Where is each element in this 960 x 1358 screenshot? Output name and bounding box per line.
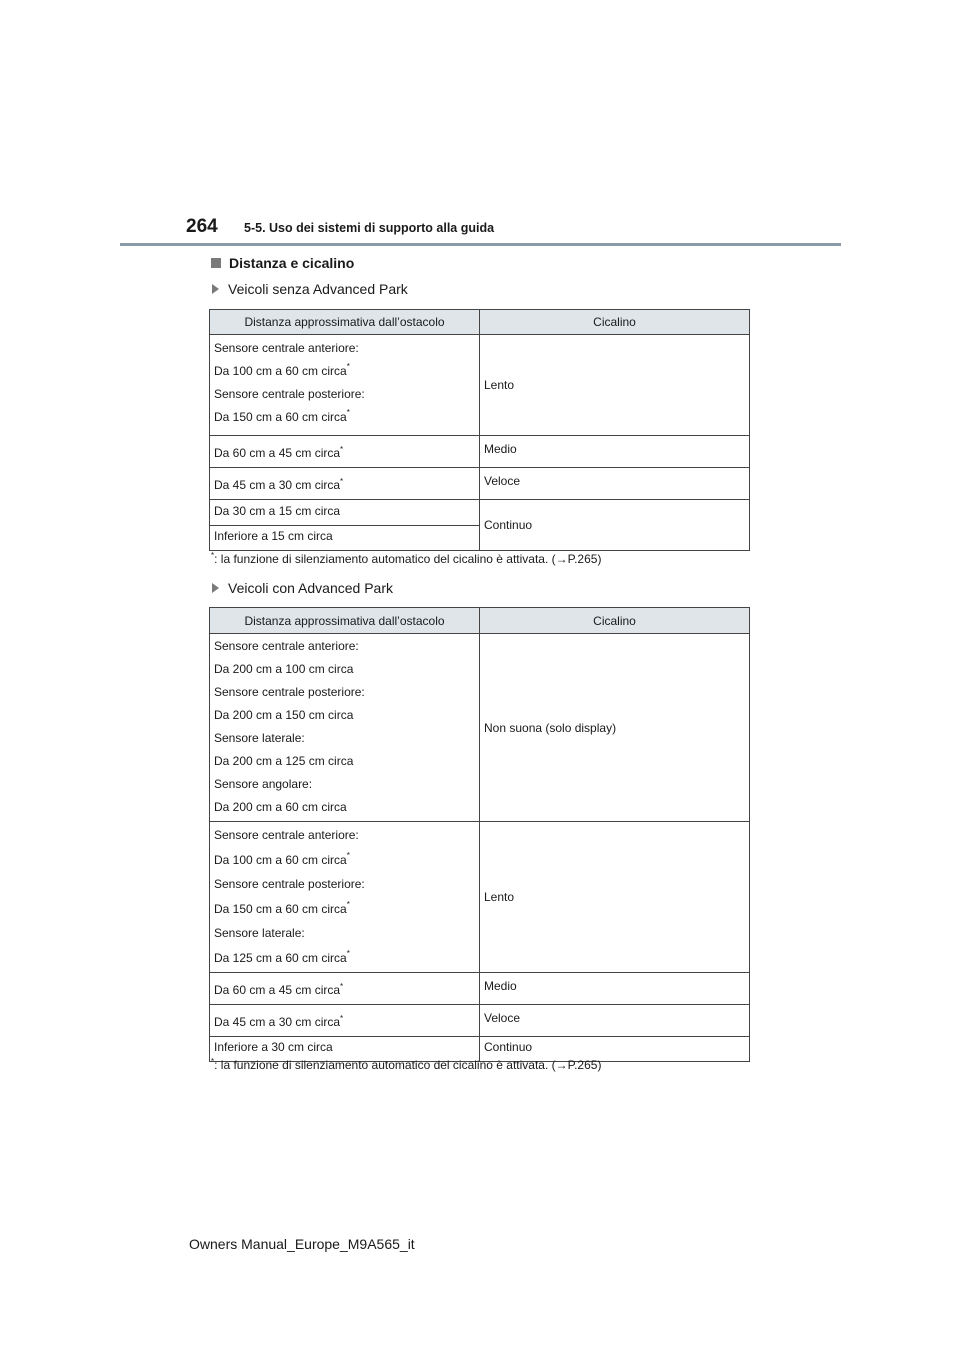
header-rule <box>120 243 841 246</box>
column-header-buzzer: Cicalino <box>480 608 750 634</box>
cell-line: Sensore centrale anteriore: <box>214 828 359 842</box>
cell-line: Sensore laterale: <box>214 926 305 940</box>
buzzer-cell: Lento <box>480 822 750 973</box>
cell-line: Da 150 cm a 60 cm circa* <box>214 408 350 424</box>
distance-cell <box>210 335 480 436</box>
cell-line: Da 200 cm a 125 cm circa <box>214 754 354 768</box>
subheading-with-advanced-park <box>212 580 393 596</box>
table-with-advanced-park <box>209 607 750 1062</box>
buzzer-cell: Medio <box>480 973 750 1005</box>
cell-line: Da 200 cm a 150 cm circa <box>214 708 354 722</box>
cell-line: Da 125 cm a 60 cm circa* <box>214 948 350 965</box>
buzzer-cell: Lento <box>480 335 750 436</box>
footnote: *: la funzione di silenziamento automatico del cicalino è attivata. (→P.265) <box>211 1057 602 1072</box>
cell-line: Da 200 cm a 60 cm circa <box>214 800 347 814</box>
distance-cell: Da 45 cm a 30 cm circa* <box>210 468 480 500</box>
cell-line: Sensore laterale: <box>214 731 305 745</box>
cell-line: Sensore centrale posteriore: <box>214 877 365 891</box>
cell-line: Da 100 cm a 60 cm circa* <box>214 362 350 378</box>
table-row <box>210 822 750 973</box>
section-heading <box>211 255 354 271</box>
distance-cell: Da 30 cm a 15 cm circa <box>210 500 480 526</box>
cell-line: Sensore angolare: <box>214 777 313 791</box>
section-heading-text: Distanza e cicalino <box>229 255 355 271</box>
table-row <box>210 1005 750 1037</box>
buzzer-cell: Veloce <box>480 468 750 500</box>
page-number: 264 <box>186 216 218 237</box>
table-header-row <box>210 310 750 335</box>
column-header-buzzer: Cicalino <box>480 310 750 335</box>
distance-cell: Da 60 cm a 45 cm circa* <box>210 436 480 468</box>
column-header-distance: Distanza approssimativa dall’ostacolo <box>210 310 480 335</box>
buzzer-cell: Non suona (solo display) <box>480 634 750 822</box>
square-bullet-icon <box>211 258 221 268</box>
distance-cell <box>210 634 480 822</box>
table-row <box>210 500 750 526</box>
document-footer: Owners Manual_Europe_M9A565_it <box>189 1236 415 1252</box>
table-row <box>210 973 750 1005</box>
table-without-advanced-park <box>209 309 750 551</box>
buzzer-cell: Veloce <box>480 1005 750 1037</box>
buzzer-cell: Continuo <box>480 1037 750 1062</box>
cell-line: Sensore centrale anteriore: <box>214 341 359 355</box>
triangle-bullet-icon <box>212 583 219 593</box>
distance-cell: Da 45 cm a 30 cm circa* <box>210 1005 480 1037</box>
cell-line: Sensore centrale posteriore: <box>214 387 365 401</box>
table-row <box>210 468 750 500</box>
subheading-without-advanced-park <box>212 281 408 297</box>
table-row <box>210 634 750 822</box>
table-header-row <box>210 608 750 634</box>
distance-cell <box>210 822 480 973</box>
cell-line: Sensore centrale anteriore: <box>214 639 359 653</box>
cell-line: Da 200 cm a 100 cm circa <box>214 662 354 676</box>
footnote: *: la funzione di silenziamento automatico del cicalino è attivata. (→P.265) <box>211 551 602 566</box>
buzzer-cell: Continuo <box>480 500 750 551</box>
subheading-text: Veicoli senza Advanced Park <box>228 281 408 297</box>
cell-line: Da 100 cm a 60 cm circa* <box>214 850 350 867</box>
distance-cell: Inferiore a 30 cm circa <box>210 1037 480 1062</box>
cell-line: Sensore centrale posteriore: <box>214 685 365 699</box>
column-header-distance: Distanza approssimativa dall’ostacolo <box>210 608 480 634</box>
cell-line: Da 150 cm a 60 cm circa* <box>214 899 350 916</box>
subheading-text: Veicoli con Advanced Park <box>228 580 393 596</box>
distance-cell: Da 60 cm a 45 cm circa* <box>210 973 480 1005</box>
table-row <box>210 436 750 468</box>
buzzer-cell: Medio <box>480 436 750 468</box>
triangle-bullet-icon <box>212 284 219 294</box>
section-title: 5-5. Uso dei sistemi di supporto alla guida <box>244 221 495 235</box>
table-row <box>210 335 750 436</box>
distance-cell: Inferiore a 15 cm circa <box>210 526 480 551</box>
